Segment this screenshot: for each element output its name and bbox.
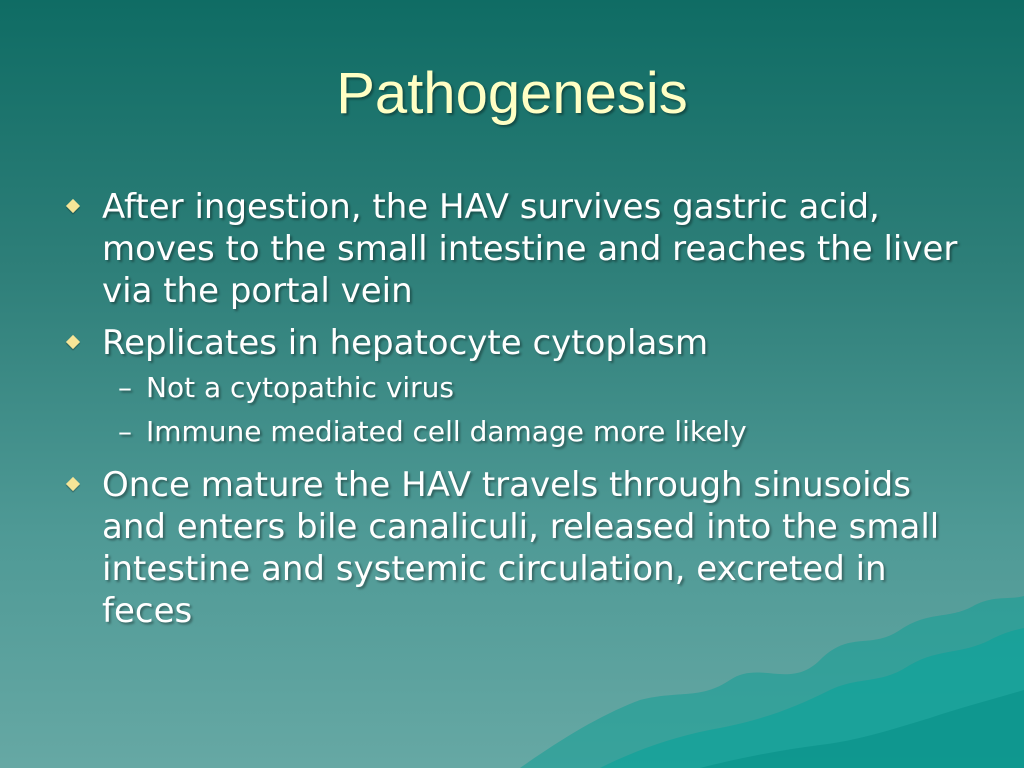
bullet-text: After ingestion, the HAV survives gastric acid, moves to the small intestine and reaches the liver via the portal vein (102, 187, 958, 311)
sub-bullet-text: Not a cytopathic virus (146, 371, 455, 404)
dash-marker: – (118, 371, 132, 404)
bullet-item-once-mature (62, 464, 962, 632)
dash-marker: – (118, 415, 132, 448)
sub-bullet-list (102, 366, 962, 454)
slide-title: Pathogenesis (336, 61, 688, 126)
bullet-item-ingestion (62, 186, 962, 312)
bullet-text: Replicates in hepatocyte cytoplasm (102, 323, 709, 363)
sub-bullet-text: Immune mediated cell damage more likely (146, 415, 747, 448)
sub-bullet-item (102, 366, 962, 410)
sub-bullet-item (102, 410, 962, 454)
bullet-list (62, 186, 962, 642)
diamond-bullet-icon (66, 199, 80, 213)
bullet-text: Once mature the HAV travels through sinusoids and enters bile canaliculi, released into the small intestine and systemic circulation, excreted in feces (102, 465, 940, 631)
bullet-item-replicates (62, 322, 962, 454)
diamond-bullet-icon (66, 335, 80, 349)
diamond-bullet-icon (66, 477, 80, 491)
